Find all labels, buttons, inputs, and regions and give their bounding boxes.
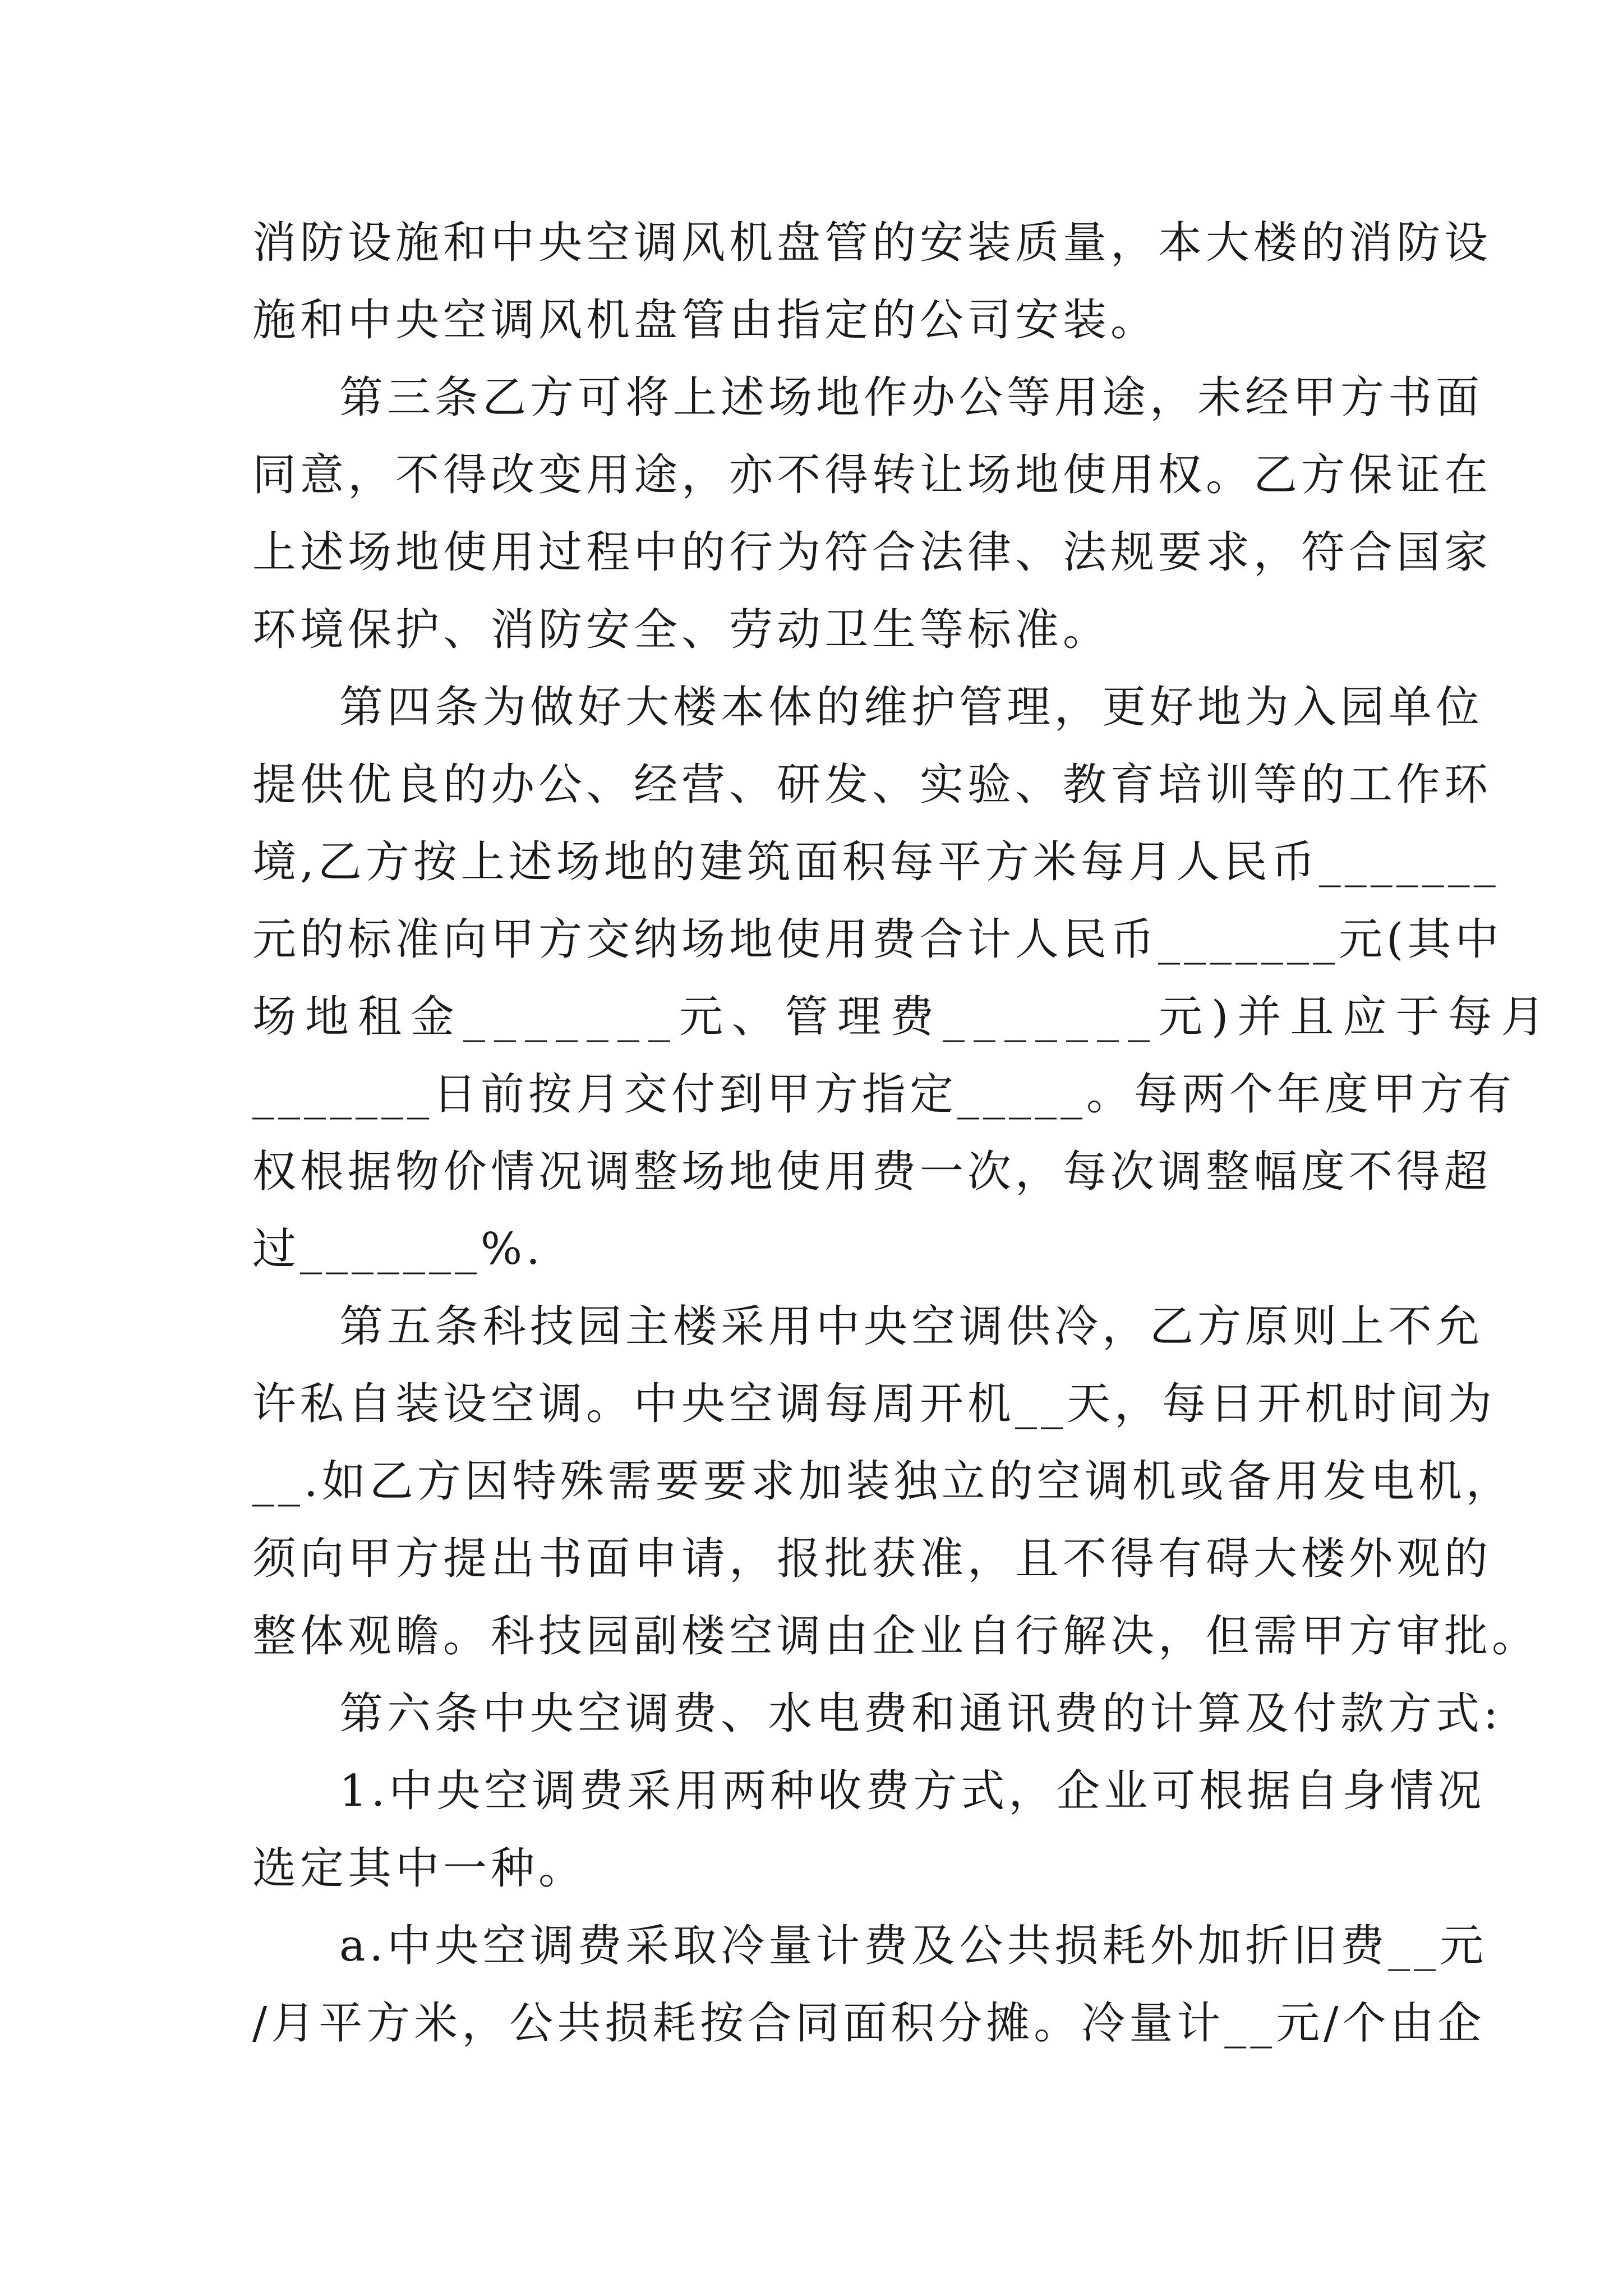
paragraph-start-line: 1.中央空调费采用两种收费方式，企业可根据自身情况 [339, 1766, 1486, 1816]
text-line: __.如乙方因特殊需要要求加装独立的空调机或备用发电机， [252, 1456, 1514, 1507]
paragraph-start-line: 第四条为做好大楼本体的维护管理，更好地为入园单位 [339, 682, 1484, 733]
text-line: 境,乙方按上述场地的建筑面积每平方米每月人民币_______ [252, 837, 1500, 887]
text-line: 同意，不得改变用途，亦不得转让场地使用权。乙方保证在 [252, 450, 1492, 500]
text-line: 整体观瞻。科技园副楼空调由企业自行解决，但需甲方审批。 [252, 1611, 1540, 1662]
text-line: 场地租金_______元、管理费_______元)并且应于每月 [252, 992, 1554, 1042]
paragraph-start-line: 第三条乙方可将上述场地作办公等用途，未经甲方书面 [339, 372, 1484, 423]
text-line: 消防设施和中央空调风机盘管的安装质量，本大楼的消防设 [252, 218, 1492, 268]
text-line: 许私自装设空调。中央空调每周开机__天，每日开机时间为 [252, 1379, 1496, 1429]
text-line: 上述场地使用过程中的行为符合法律、法规要求，符合国家 [252, 527, 1492, 578]
text-line: 环境保护、消防安全、劳动卫生等标准。 [252, 605, 1111, 655]
text-line: 元的标准向甲方交纳场地使用费合计人民币_______元(其中 [252, 914, 1503, 965]
paragraph-start-line: a.中央空调费采取冷量计费及公共损耗外加折旧费__元 [339, 1921, 1488, 1971]
text-line: _______日前按月交付到甲方指定_____。每两个年度甲方有 [252, 1069, 1516, 1120]
text-line: /月平方米，公共损耗按合同面积分摊。冷量计__元/个由企 [252, 1998, 1486, 2049]
paragraph-start-line: 第六条中央空调费、水电费和通讯费的计算及付款方式: [339, 1688, 1502, 1739]
text-line: 选定其中一种。 [252, 1843, 587, 1894]
text-line: 过_______%. [252, 1224, 544, 1274]
text-line: 须向甲方提出书面申请，报批获准，且不得有碍大楼外观的 [252, 1534, 1492, 1584]
text-line: 提供优良的办公、经营、研发、实验、教育培训等的工作环 [252, 760, 1492, 810]
text-line: 权根据物价情况调整场地使用费一次，每次调整幅度不得超 [252, 1147, 1492, 1197]
paragraph-start-line: 第五条科技园主楼采用中央空调供冷，乙方原则上不允 [339, 1301, 1484, 1352]
text-line: 施和中央空调风机盘管由指定的公司安装。 [252, 295, 1159, 346]
